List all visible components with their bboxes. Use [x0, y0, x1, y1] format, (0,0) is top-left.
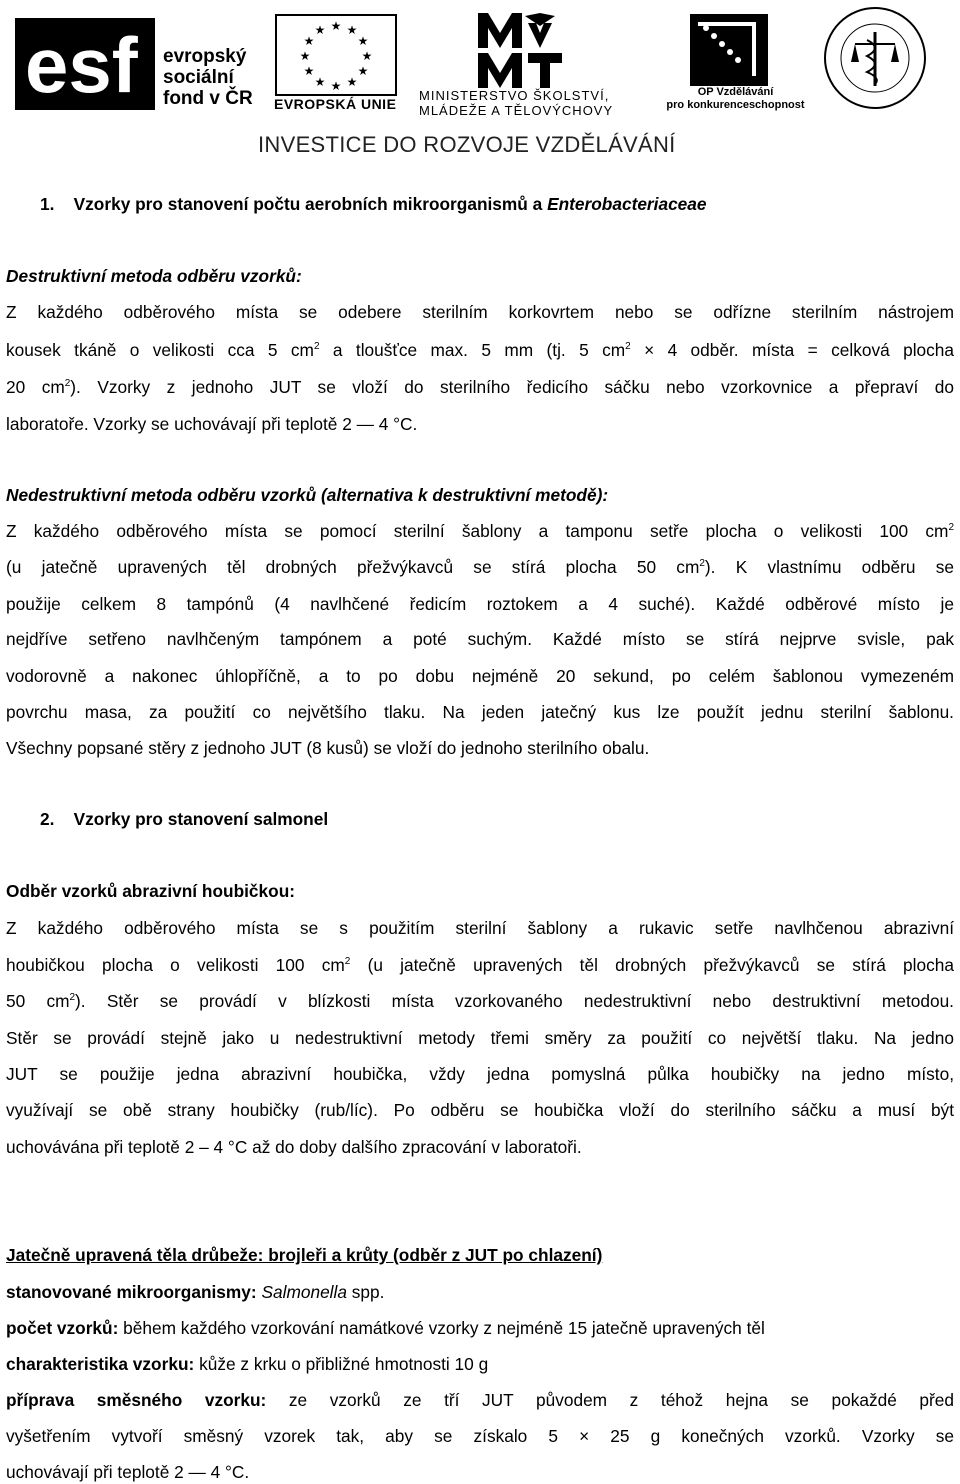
university-seal-icon — [815, 4, 935, 112]
paragraph-line: Z každého odběrového místa se pomocí sterilní šablony a tamponu setře plocha o velikosti 100 $cm^2$ — [6, 521, 954, 541]
paragraph-line: kousek tkáně o velikosti cca 5 $cm^2$ a tloušťce max. 5 mm (tj. 5 $cm^2 \times 4$ odběr. místa = celková plocha — [6, 340, 955, 360]
paragraph-line: vyšetřením vytvoří směsný vzorek tak, aby se získalo 5 × 25 g konečných vzorků. Vzorky se — [6, 1426, 954, 1446]
paragraph-line: použije celkem 8 tampónů (4 navlhčené ředicím roztokem a 4 suché). Každé odběrové místo je — [6, 594, 954, 614]
paragraph-line: JUT se použije jedna abrazivní houbička, vždy jedna pomyslná půlka houbičky na jedno místo, — [6, 1064, 954, 1084]
paragraph-line: laboratoře. Vzorky se uchovávají při teplotě 2 — 4 °C. — [6, 414, 418, 434]
poultry-heading: Jatečně upravená těla drůbeže: brojleři a krůty (odběr z JUT po chlazení) — [6, 1245, 603, 1265]
nondestructive-heading: Nedestruktivní metoda odběru vzorků (alternativa k destruktivní metodě): — [6, 485, 609, 505]
op-logo — [690, 14, 768, 86]
svg-text:★: ★ — [357, 34, 369, 48]
svg-text:★: ★ — [361, 49, 373, 63]
svg-text:★: ★ — [330, 79, 342, 93]
paragraph-line: Stěr se provádí stejně jako u nedestruktivní metody třemi směry za použití co největší tlaku. Na jedno — [6, 1028, 954, 1048]
pooled-sample-row: příprava směsného vzorku: ze vzorků ze tří JUT původem z téhož hejna se pokaždé před — [6, 1390, 954, 1410]
section-1-title: 1. Vzorky pro stanovení počtu aerobních mikroorganismů a Enterobacteriaceae — [40, 194, 707, 214]
abrasive-heading: Odběr vzorků abrazivní houbičkou: — [6, 881, 296, 901]
msmt-logo — [470, 8, 570, 90]
svg-text:★: ★ — [346, 23, 358, 37]
microorganisms-row: stanovované mikroorganismy: Salmonella spp. — [6, 1282, 385, 1302]
paragraph-line: uchovávají při teplotě 2 — 4 °C. — [6, 1462, 250, 1482]
svg-text:esf: esf — [25, 21, 138, 109]
paragraph-line: houbičkou plocha o velikosti 100 $cm^2$ (u jatečně upravených těl drobných přežvýkavců se stírá plocha — [6, 955, 954, 975]
paragraph-line: nejdříve setřeno navlhčeným tampónem a poté suchým. Každé místo se stírá nejprve svisle, pak — [6, 629, 954, 649]
sample-characteristic-row: charakteristika vzorku: kůže z krku o přibližné hmotnosti 10 g — [6, 1354, 489, 1374]
paragraph-line: Všechny popsané stěry z jednoho JUT (8 kusů) se vloží do jednoho sterilního obalu. — [6, 738, 650, 758]
esf-logo — [15, 18, 155, 110]
paragraph-line: Z každého odběrového místa se s použitím sterilní šablony a rukavic setře navlhčenou abrazivní — [6, 918, 954, 938]
paragraph-line: vodorovně a nakonec úhlopříčně, a to po dobu nejméně 20 sekund, po celém šablonou vymezeném — [6, 666, 954, 686]
paragraph-line: (u jatečně upravených těl drobných přežvýkavců se stírá plocha 50 $cm^2$). K vlastnímu odběru se — [6, 557, 954, 577]
svg-text:★: ★ — [299, 49, 311, 63]
svg-text:★: ★ — [303, 64, 315, 78]
investice-banner: INVESTICE DO ROZVOJE VZDĚLÁVÁNÍ — [258, 132, 676, 157]
paragraph-line: uchovávána při teplotě 2 – 4 °C až do doby dalšího zpracování v laboratoři. — [6, 1137, 582, 1157]
svg-text:★: ★ — [303, 34, 315, 48]
op-caption: OP Vzdělávání pro konkurenceschopnost — [666, 86, 805, 111]
svg-text:★: ★ — [314, 23, 326, 37]
paragraph-line: Z každého odběrového místa se odebere sterilním korkovrtem nebo se odřízne sterilním nástrojem — [6, 302, 954, 322]
section-2-title: 2. Vzorky pro stanovení salmonel — [40, 809, 329, 829]
paragraph-line: povrchu masa, za použití co největšího tlaku. Na jeden jatečný kus lze použít jednu sterilní šablonu. — [6, 702, 954, 722]
paragraph-line: 20 $cm^2$). Vzorky z jednoho JUT se vloží do sterilního ředicího sáčku nebo vzorkovnice a přepraví do — [6, 377, 954, 397]
header-logos — [0, 0, 960, 165]
eu-flag-icon — [275, 14, 397, 96]
svg-text:★: ★ — [330, 19, 342, 33]
svg-text:★: ★ — [314, 75, 326, 89]
esf-caption: evropský sociální fond v ČR — [163, 46, 253, 109]
msmt-caption: MINISTERSTVO ŠKOLSTVÍ, MLÁDEŽE A TĚLOVÝCHOVY — [419, 88, 614, 118]
paragraph-line: využívají se obě strany houbičky (rub/líc). Po odběru se houbička vloží do sterilního sáčku a musí být — [6, 1100, 954, 1120]
svg-text:★: ★ — [357, 64, 369, 78]
svg-text:★: ★ — [346, 75, 358, 89]
sample-count-row: počet vzorků: během každého vzorkování namátkové vzorky z nejméně 15 jatečně upravených těl — [6, 1318, 765, 1338]
destructive-heading: Destruktivní metoda odběru vzorků: — [6, 266, 302, 286]
paragraph-line: 50 $cm^2$). Stěr se provádí v blízkosti místa vzorkovaného nedestruktivní nebo destruktivní metodou. — [6, 991, 954, 1011]
eu-caption: EVROPSKÁ UNIE — [274, 96, 397, 112]
